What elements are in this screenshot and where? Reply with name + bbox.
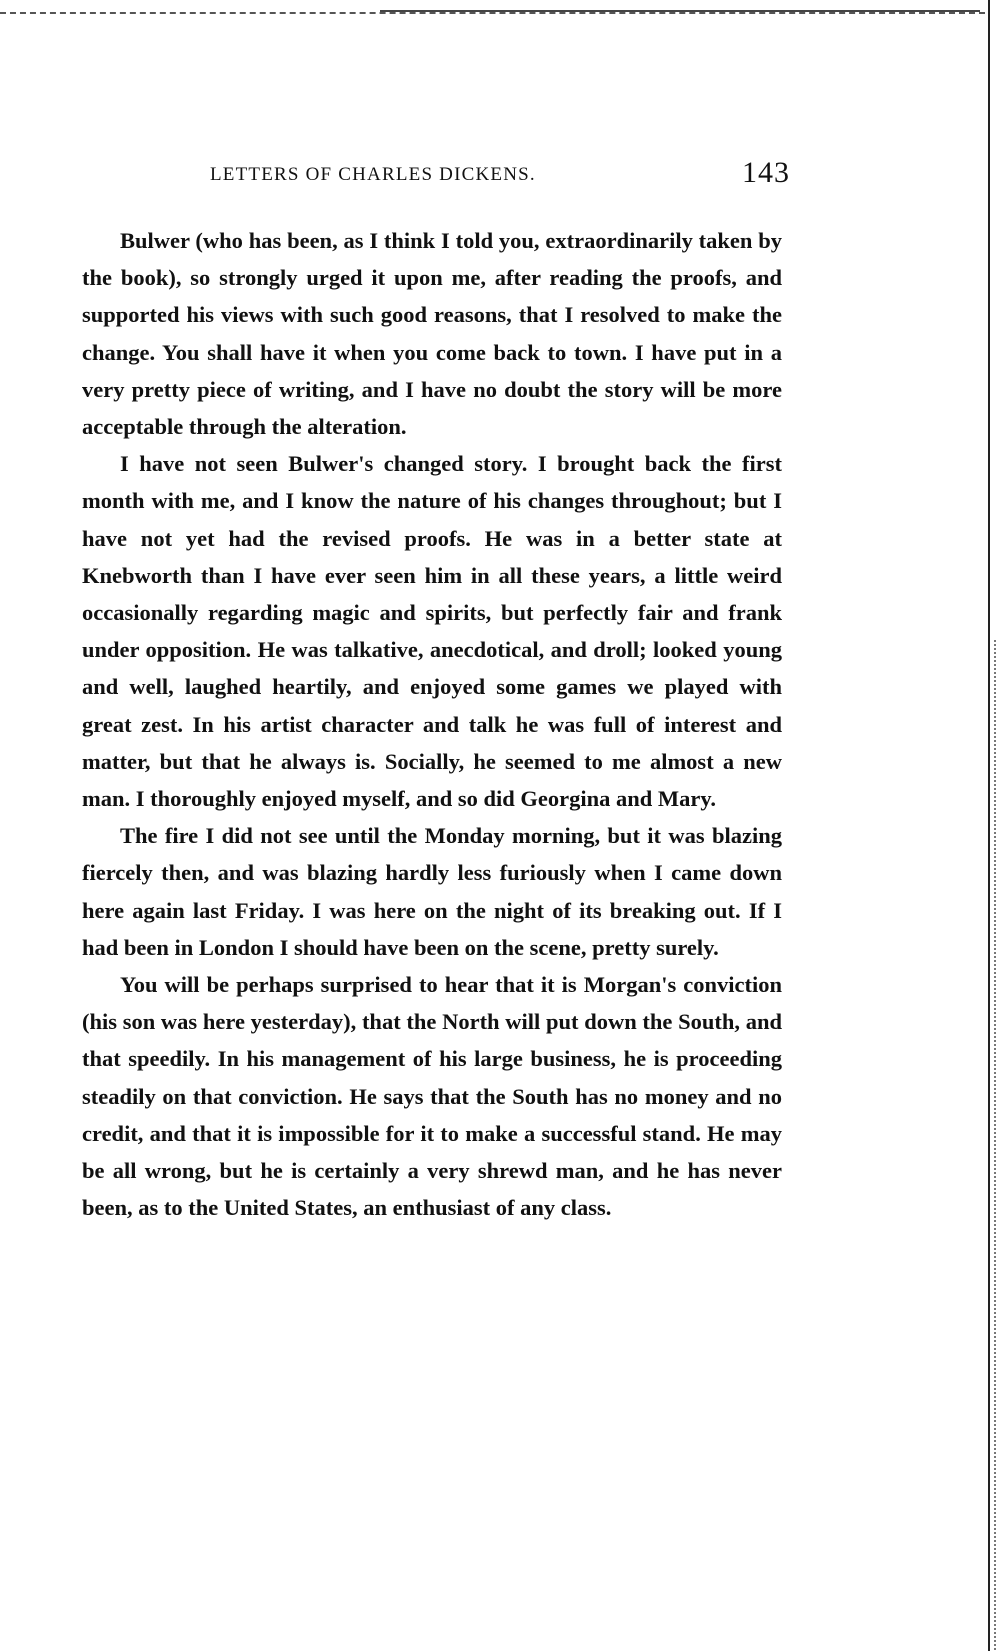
letter-body <box>82 222 782 1226</box>
top-scan-line <box>380 10 980 12</box>
page-header <box>210 156 790 196</box>
page-edge-shadow <box>994 640 996 1650</box>
paragraph: I have not seen Bulwer's changed story. I brought back the first month with me, and I know the nature of his changes throughout; but I have not yet had the revised proofs. He was in a better state at Knebworth than I have ever seen him in all these years, a little weird occasionally regarding magic and spirits, but perfectly fair and frank under opposition. He was talkative, anecdotical, and droll; looked young and well, laughed heartily, and enjoyed some games we played with great zest. In his artist character and talk he was full of interest and matter, but that he always is. Socially, he seemed to me almost a new man. I thoroughly enjoyed myself, and so did Georgina and Mary. <box>82 451 782 812</box>
paragraph: You will be perhaps surprised to hear that it is Morgan's conviction (his son was here yesterday), that the North will put down the South, and that speedily. In his management of his large business, he is proceeding steadily on that conviction. He says that the South has no money and no credit, and that it is impossible for it to make a successful stand. He may be all wrong, but he is certainly a very shrewd man, and he has never been, as to the United States, an enthusiast of any class. <box>82 972 782 1221</box>
top-scan-rule <box>0 12 985 14</box>
page-edge-line <box>988 0 990 1651</box>
page-number: 143 <box>742 156 790 189</box>
paragraph: Bulwer (who has been, as I think I told you, extraordinarily taken by the book), so strongly urged it upon me, after reading the proofs, and supported his views with such good reasons, that I resolved to make the change. You shall have it when you come back to town. I have put in a very pretty piece of writing, and I have no doubt the story will be more acceptable through the alteration. <box>82 228 782 440</box>
running-title: LETTERS OF CHARLES DICKENS. <box>210 164 536 185</box>
paragraph: The fire I did not see until the Monday morning, but it was blazing fiercely then, and was blazing hardly less furiously when I came down here again last Friday. I was here on the night of its breaking out. If I had been in London I should have been on the scene, pretty surely. <box>82 823 782 960</box>
